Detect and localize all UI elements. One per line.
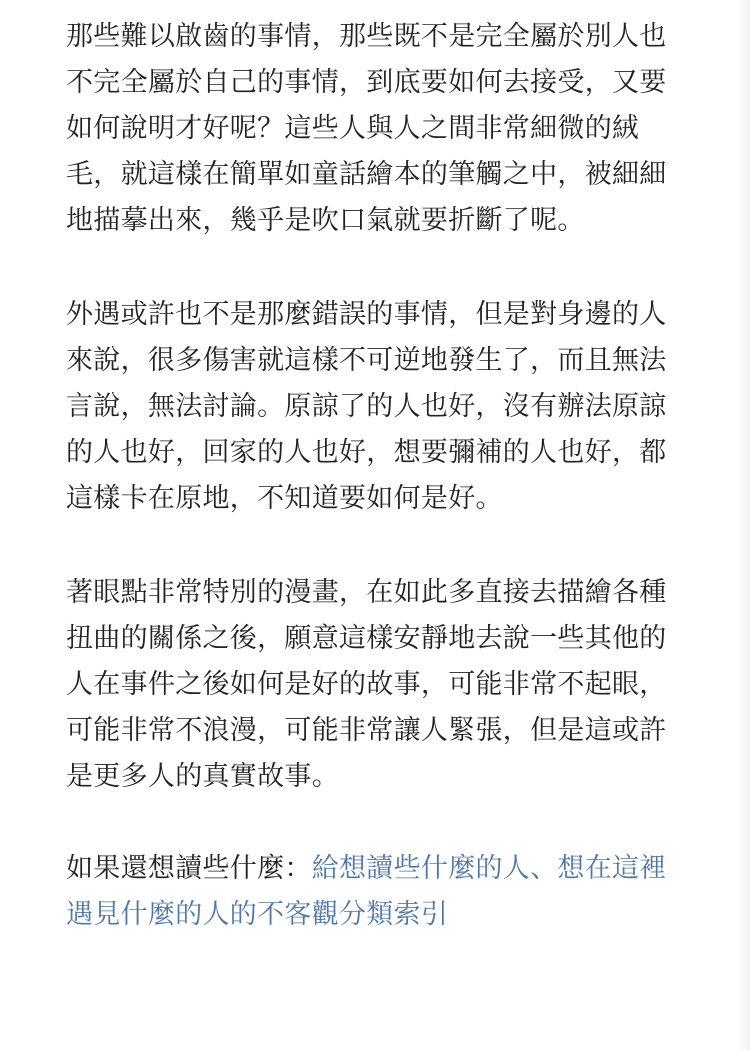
paragraph-2: 外遇或許也不是那麼錯誤的事情，但是對身邊的人來說，很多傷害就這樣不可逆地發生了，而且無法言說，無法討論。原諒了的人也好，沒有辦法原諒的人也好，回家的人也好，想要彌補的人也好，都這樣卡在原地，不知道要如何是好。: [66, 299, 667, 514]
right-edge-shadow: [738, 0, 750, 1050]
article-body: [66, 14, 682, 938]
paragraph-1: 那些難以啟齒的事情，那些既不是完全屬於別人也不完全屬於自己的事情，到底要如何去接受，又要如何說明才好呢？這些人與人之間非常細微的絨毛，就這樣在簡單如童話繪本的筆觸之中，被細細地描摹出來，幾乎是吹口氣就要折斷了呢。: [66, 21, 667, 236]
more-reading-prefix: 如果還想讀些什麼：: [66, 853, 312, 884]
more-reading-line: [66, 846, 682, 938]
category-index-link[interactable]: 給想讀些什麼的人、想在這裡遇見什麼的人的不客觀分類索引: [66, 853, 667, 930]
paragraph-3: 著眼點非常特別的漫畫，在如此多直接去描繪各種扭曲的關係之後，願意這樣安靜地去說一些其他的人在事件之後如何是好的故事，可能非常不起眼，可能非常不浪漫，可能非常讓人緊張，但是這或許是更多人的真實故事。: [66, 577, 667, 792]
